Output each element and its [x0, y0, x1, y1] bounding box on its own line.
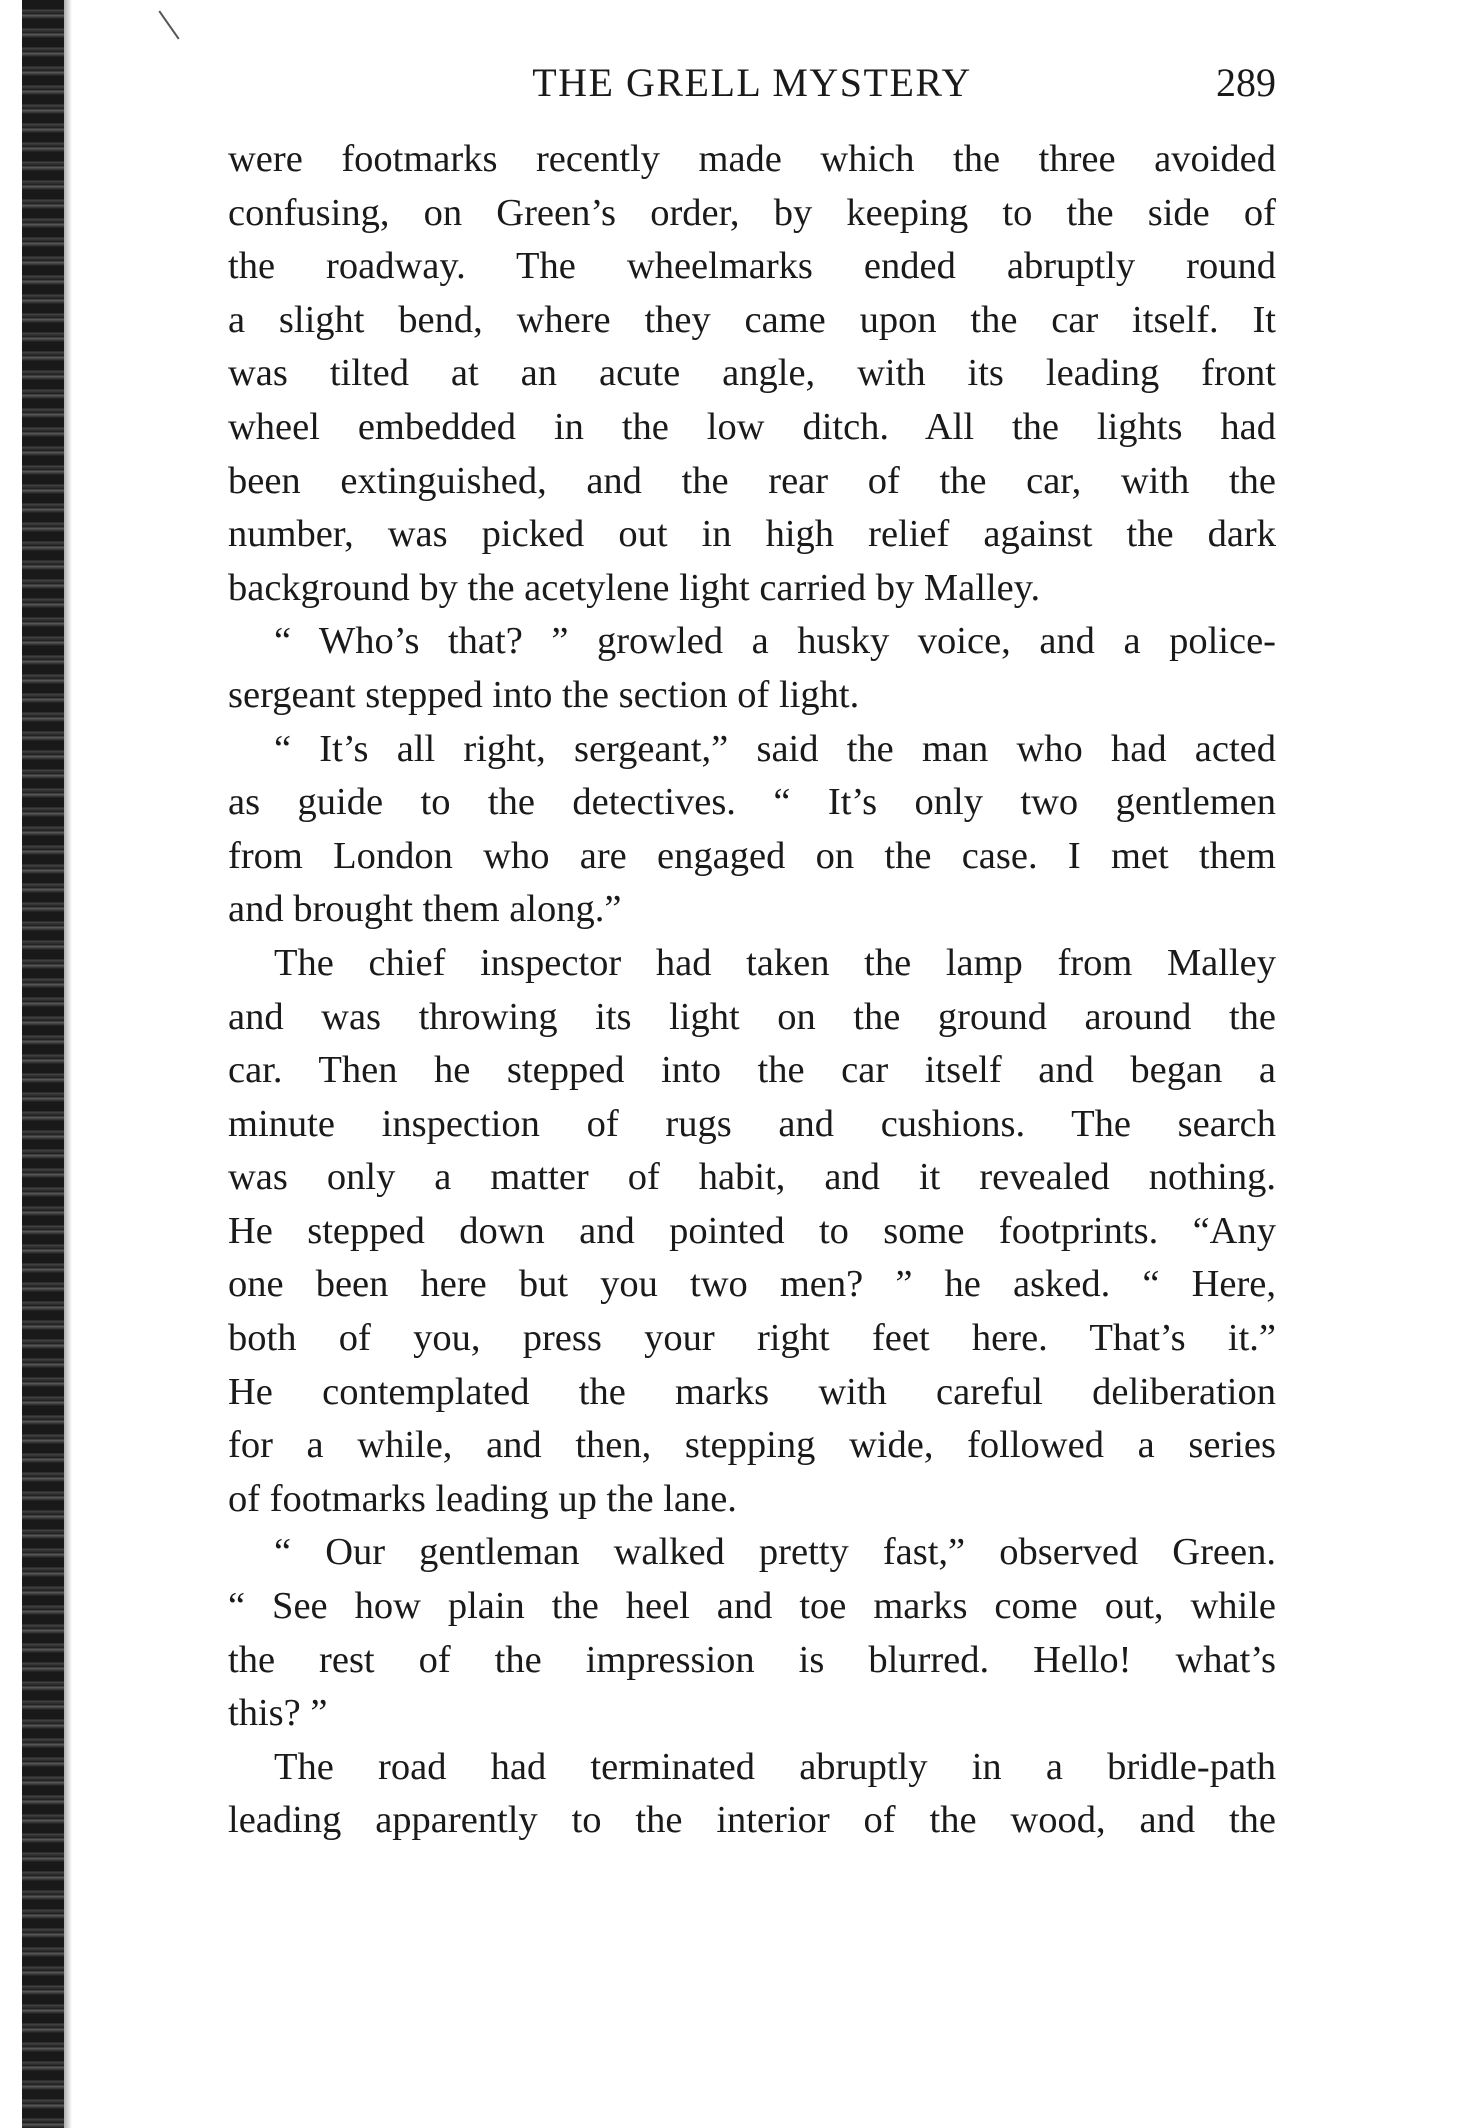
- text-line: The chief inspector had taken the lamp from Malley: [274, 941, 1276, 984]
- body-text: [228, 133, 1276, 1848]
- page-number: 289: [1216, 60, 1276, 105]
- text-line: car. Then he stepped into the car itself and began a: [228, 1049, 1276, 1092]
- text-line: both of you, press your right feet here. That’s it.”: [228, 1317, 1276, 1360]
- text-line: as guide to the detectives. “ It’s only two gentlemen: [228, 781, 1276, 824]
- text-line: confusing, on Green’s order, by keeping to the side of: [228, 191, 1276, 234]
- stray-scan-mark: [158, 11, 179, 40]
- text-line: “ Our gentleman walked pretty fast,” observed Green.: [274, 1531, 1276, 1574]
- text-line: for a while, and then, stepping wide, followed a series: [228, 1424, 1276, 1467]
- text-line: the roadway. The wheelmarks ended abruptly round: [228, 245, 1276, 288]
- book-gutter-shadow: [22, 0, 64, 2128]
- text-line: was tilted at an acute angle, with its leading front: [228, 352, 1276, 395]
- gutter-fade: [64, 0, 72, 2128]
- text-line: and brought them along.”: [228, 888, 622, 931]
- text-line: and was throwing its light on the ground around the: [228, 995, 1276, 1038]
- text-line: were footmarks recently made which the three avoided: [228, 138, 1276, 180]
- text-line: leading apparently to the interior of the wood, and the: [228, 1799, 1276, 1842]
- text-line: He stepped down and pointed to some footprints. “Any: [228, 1209, 1276, 1252]
- running-title: THE GRELL MYSTERY: [532, 60, 972, 105]
- text-line: He contemplated the marks with careful deliberation: [228, 1370, 1276, 1413]
- text-line: of footmarks leading up the lane.: [228, 1477, 737, 1520]
- text-line: wheel embedded in the low ditch. All the lights had: [228, 405, 1276, 448]
- text-line: number, was picked out in high relief against the dark: [228, 513, 1276, 556]
- text-line: “ Who’s that? ” growled a husky voice, and a police-: [274, 620, 1276, 663]
- text-line: this? ”: [228, 1692, 328, 1735]
- text-line: from London who are engaged on the case. I met them: [228, 834, 1276, 877]
- text-line: one been here but you two men? ” he asked. “ Here,: [228, 1263, 1276, 1306]
- text-line: The road had terminated abruptly in a bridle-path: [274, 1745, 1276, 1788]
- text-line: minute inspection of rugs and cushions. The search: [228, 1102, 1276, 1145]
- text-line: background by the acetylene light carried by Malley.: [228, 566, 1041, 609]
- text-line: “ See how plain the heel and toe marks come out, while: [228, 1585, 1276, 1628]
- text-line: was only a matter of habit, and it revealed nothing.: [228, 1156, 1276, 1199]
- text-line: a slight bend, where they came upon the car itself. It: [228, 298, 1276, 341]
- running-header: [228, 56, 1276, 110]
- text-line: the rest of the impression is blurred. Hello! what’s: [228, 1638, 1276, 1681]
- text-line: sergeant stepped into the section of light.: [228, 673, 860, 716]
- text-line: “ It’s all right, sergeant,” said the man who had acted: [274, 727, 1276, 770]
- text-line: been extinguished, and the rear of the car, with the: [228, 459, 1276, 502]
